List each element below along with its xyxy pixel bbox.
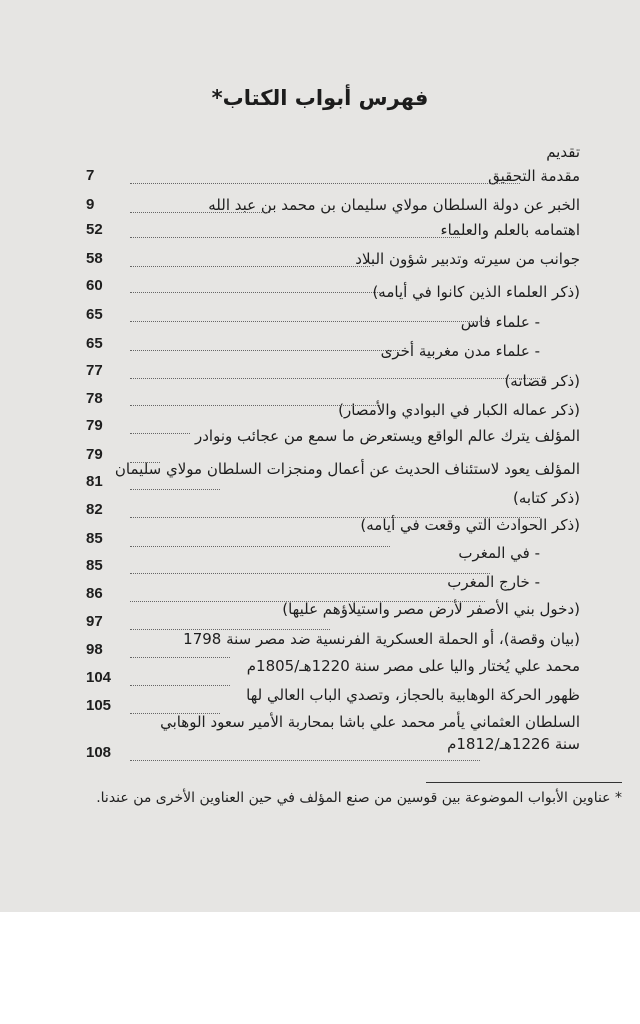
toc-entry-title: جوانب من سيرته وتدبير شؤون البلاد [355,250,580,268]
toc-entry-title: المؤلف يعود لاستئناف الحديث عن أعمال ومنجزات السلطان مولاي سليمان [114,460,580,478]
dotted-leader [130,212,270,213]
dotted-leader [130,405,380,406]
toc-page-number: 78 [86,390,103,407]
dotted-leader [130,462,160,463]
toc-page-number: 7 [86,167,95,184]
toc-entry-title: مقدمة التحقيق [488,167,580,185]
toc-page-number: 85 [86,530,103,547]
dotted-leader [130,573,490,574]
dotted-leader [130,601,485,602]
footnote-rule [426,782,622,783]
dotted-leader [130,685,230,686]
toc-page-number: 98 [86,641,103,658]
dotted-leader [130,760,480,761]
toc-entry-title: اهتمامه بالعلم والعلماء [440,221,580,239]
toc-entry-title: (ذكر كتابه) [512,489,580,507]
toc-entry-title: (دخول بني الأصفر لأرض مصر واستيلاؤهم عليها) [282,600,580,618]
toc-entry-title: - في المغرب [458,544,540,562]
dotted-leader [130,237,460,238]
toc-page-number: 52 [86,221,103,238]
toc-page-number: 79 [86,446,103,463]
dotted-leader [130,321,490,322]
toc-entry-title: (بيان وقصة)، أو الحملة العسكرية الفرنسية ضد مصر سنة 1798 [183,630,580,648]
toc-page-number: 65 [86,335,103,352]
toc-page-number: 60 [86,277,103,294]
toc-entry-title: - علماء فاس [460,313,540,331]
dotted-leader [130,378,540,379]
toc-entry-title: (ذكر عماله الكبار في البوادي والأمصار) [338,401,580,419]
toc-page-number: 77 [86,362,103,379]
toc-entry-title: الخبر عن دولة السلطان مولاي سليمان بن محمد بن عبد الله [208,196,580,214]
dotted-leader [130,546,390,547]
toc-page-number: 86 [86,585,103,602]
toc-page-number: 85 [86,557,103,574]
toc-page-number: 79 [86,417,103,434]
toc-entry-title: (ذكر العلماء الذين كانوا في أيامه) [372,283,580,301]
toc-entry-title: محمد علي يُختار واليا على مصر سنة 1220هـ/1805م [246,657,580,675]
toc-entry-title: - خارج المغرب [447,573,540,591]
toc-entry-title: - علماء مدن مغربية أخرى [380,342,540,360]
page-title: فهرس أبواب الكتاب* [211,86,429,110]
toc-entry-title-line2: سنة 1226هـ/1812م [447,735,580,753]
dotted-leader [130,183,520,184]
toc-entry-title: المؤلف يترك عالم الواقع ويستعرض ما سمع من عجائب ونوادر [194,427,580,445]
toc-page-number: 81 [86,473,103,490]
dotted-leader [130,629,330,630]
toc-page-number: 105 [86,697,112,714]
dotted-leader [130,517,540,518]
toc-page-number: 58 [86,250,103,267]
toc-entry-title: السلطان العثماني يأمر محمد علي باشا بمحاربة الأمير سعود الوهابي [160,713,580,731]
dotted-leader [130,266,370,267]
toc-entry-title: تقديم [546,143,580,161]
toc-page-number: 82 [86,501,103,518]
toc-page-number: 65 [86,306,103,323]
toc-entry-title: (ذكر الحوادث التي وقعت في أيامه) [360,516,580,534]
toc-entry-title: ظهور الحركة الوهابية بالحجاز، وتصدي الباب العالي لها [246,686,580,704]
toc-page-number: 9 [86,196,95,213]
toc-entry-title: (ذكر قضاته) [504,372,580,390]
dotted-leader [130,292,380,293]
toc-page-number: 104 [86,669,112,686]
dotted-leader [130,713,220,714]
toc-page-number: 108 [86,744,112,761]
dotted-leader [130,433,190,434]
toc-page-number: 97 [86,613,103,630]
dotted-leader [130,657,230,658]
dotted-leader [130,489,220,490]
dotted-leader [130,350,400,351]
footnote: * عناوين الأبواب الموضوعة بين قوسين من صنع المؤلف في حين العناوين الأخرى من عندنا. [96,790,622,806]
